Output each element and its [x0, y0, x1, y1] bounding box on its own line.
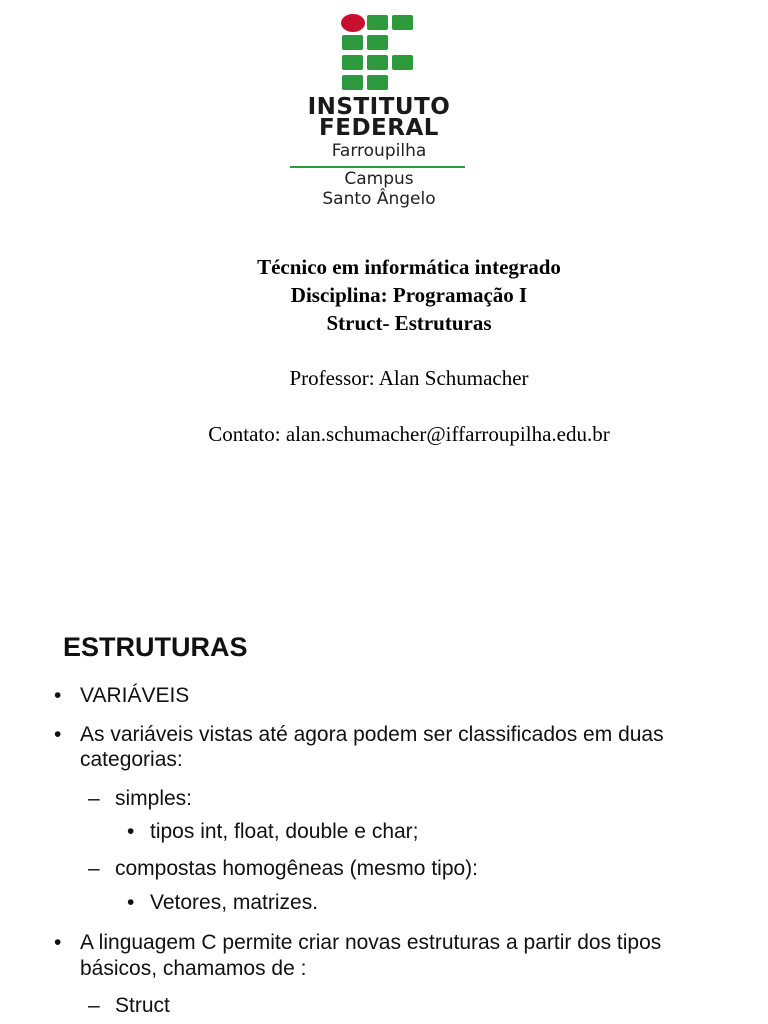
- logo-line-instituto: INSTITUTO: [307, 94, 451, 120]
- sub-bullet-compostas: compostas homogêneas (mesmo tipo):: [115, 857, 478, 880]
- sub-bullet-simples: simples:: [115, 787, 193, 810]
- logo-line-santo-angelo: Santo Ângelo: [322, 189, 436, 209]
- dash-marker: –: [88, 787, 100, 810]
- bullet-marker: •: [127, 820, 135, 843]
- sub-sub-bullet-vetores: Vetores, matrizes.: [150, 891, 319, 914]
- dash-marker: –: [88, 994, 100, 1017]
- logo-line-federal: FEDERAL: [319, 115, 439, 141]
- discipline-title: Disciplina: Programação I: [290, 283, 528, 307]
- logo-line-farroupilha: Farroupilha: [331, 141, 427, 161]
- sub-bullet-struct: Struct: [115, 994, 170, 1017]
- bullet-marker: •: [54, 723, 62, 746]
- bullet-categorias-line2: categorias:: [80, 748, 183, 771]
- bullet-marker: •: [127, 891, 135, 914]
- professor-name: Professor: Alan Schumacher: [289, 366, 529, 390]
- topic-title: Struct- Estruturas: [326, 311, 492, 335]
- logo-divider: [290, 166, 465, 168]
- bullet-categorias-line1: As variáveis vistas até agora podem ser classificados em duas: [80, 723, 664, 746]
- logo-line-campus: Campus: [344, 169, 414, 189]
- bullet-linguagem-c-line2: básicos, chamamos de :: [80, 957, 307, 980]
- slide-title: ESTRUTURAS: [63, 632, 248, 662]
- bullet-marker: •: [54, 684, 62, 707]
- sub-sub-bullet-tipos: tipos int, float, double e char;: [150, 820, 419, 843]
- logo-red-dot: [341, 14, 365, 32]
- bullet-variaveis: VARIÁVEIS: [80, 684, 190, 707]
- dash-marker: –: [88, 857, 100, 880]
- course-title: Técnico em informática integrado: [257, 255, 561, 279]
- institute-logo-mark: [340, 14, 416, 92]
- contact-email: Contato: alan.schumacher@iffarroupilha.edu.br: [208, 422, 610, 446]
- bullet-linguagem-c-line1: A linguagem C permite criar novas estruturas a partir dos tipos: [80, 931, 662, 954]
- bullet-marker: •: [54, 931, 62, 954]
